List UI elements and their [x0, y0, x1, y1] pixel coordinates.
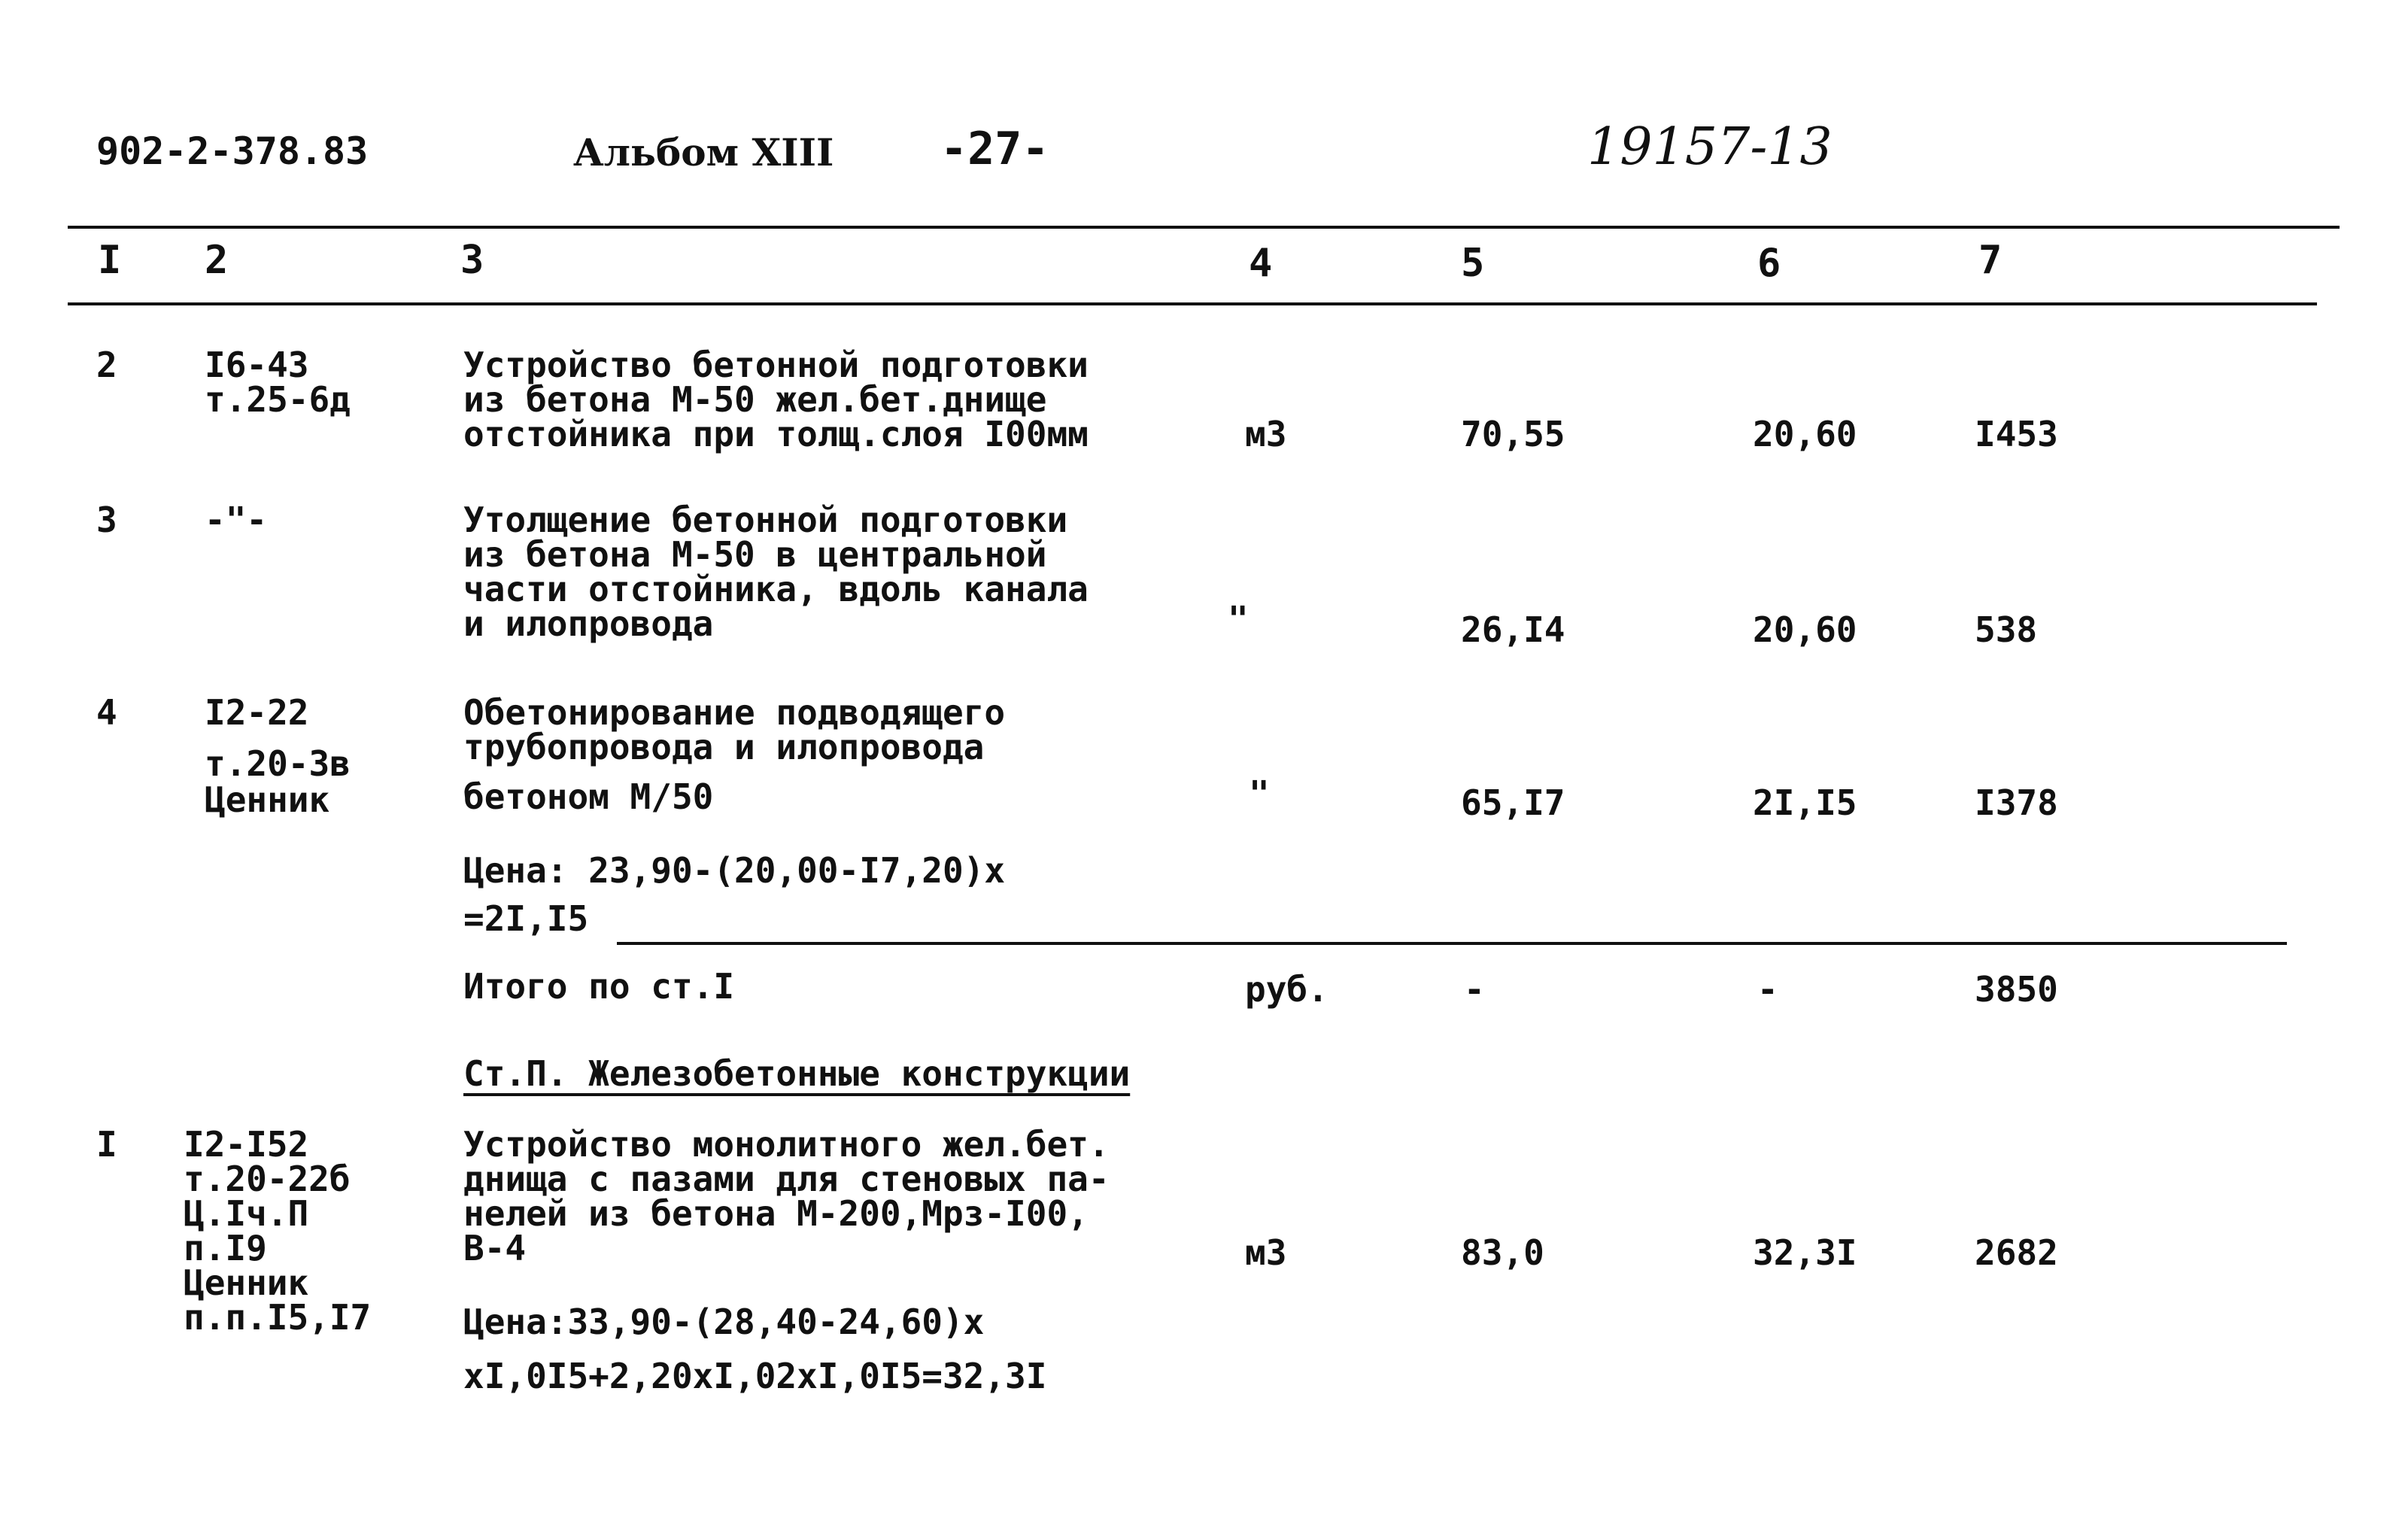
description-line: трубопровода и илопровода — [463, 727, 985, 767]
total-cell: I453 — [1975, 414, 2058, 454]
unit-price-cell: 20,60 — [1753, 609, 1857, 650]
description-line: нелей из бетона М-200,Мрз-I00, — [463, 1193, 1089, 1234]
price-calculation-line: =2I,I5 — [463, 898, 589, 939]
quantity-cell: 83,0 — [1461, 1232, 1544, 1273]
row-number: 2 — [96, 345, 117, 385]
description-line: днища с пазами для стеновых па- — [463, 1159, 1110, 1199]
subtotal-total: 3850 — [1975, 969, 2058, 1010]
column-header-1: I — [98, 238, 122, 283]
rate-code-line: т.20-3в — [205, 743, 351, 784]
unit-cell: м3 — [1245, 414, 1287, 454]
unit-cell: м3 — [1245, 1232, 1287, 1273]
row-number: 4 — [96, 692, 117, 733]
description-line: из бетона М-50 жел.бет.днище — [463, 379, 1047, 420]
subtotal-label: Итого по ст.I — [463, 966, 735, 1007]
column-header-7: 7 — [1978, 238, 2003, 283]
rate-code-line: I2-I52 — [184, 1124, 309, 1165]
description-line: отстойника при толщ.слоя I00мм — [463, 414, 1089, 454]
rate-code-line: I6-43 — [205, 345, 309, 385]
section-title: Ст.П. Железобетонные конструкции — [463, 1053, 1131, 1094]
document-code: 902-2-378.83 — [96, 129, 369, 173]
quantity-cell: 65,I7 — [1461, 782, 1565, 823]
header-top-rule — [68, 226, 2340, 229]
subtotal-unit: руб. — [1245, 969, 1328, 1010]
description-line: бетоном М/50 — [463, 776, 714, 817]
description-line: части отстойника, вдоль канала — [463, 569, 1089, 609]
unit-price-cell: 20,60 — [1753, 414, 1857, 454]
unit-cell: " — [1228, 599, 1249, 639]
description-line: Утолщение бетонной подготовки — [463, 500, 1068, 540]
album-label: Альбом XIII — [573, 130, 834, 175]
column-header-2: 2 — [205, 238, 229, 283]
subtotal-price: - — [1757, 969, 1778, 1010]
description-line: В-4 — [463, 1228, 527, 1268]
quantity-cell: 70,55 — [1461, 414, 1565, 454]
header-bottom-rule — [68, 302, 2317, 305]
unit-price-cell: 2I,I5 — [1753, 782, 1857, 823]
rate-code-line: п.п.I5,I7 — [184, 1297, 372, 1338]
description-line: Устройство бетонной подготовки — [463, 345, 1089, 385]
rate-code-line: Ценник — [205, 779, 330, 820]
price-calculation-line: xI,0I5+2,20xI,02xI,0I5=32,3I — [463, 1356, 1047, 1396]
handwritten-code: 19157-13 — [1587, 117, 1833, 177]
rate-code-line: т.20-22б — [184, 1159, 351, 1199]
price-calculation-line: Цена:33,90-(28,40-24,60)x — [463, 1302, 985, 1342]
row-number: I — [96, 1124, 117, 1165]
column-header-4: 4 — [1249, 241, 1273, 286]
subtotal-quantity: - — [1464, 969, 1485, 1010]
total-cell: 538 — [1975, 609, 2038, 650]
price-calculation-line: Цена: 23,90-(20,00-I7,20)x — [463, 850, 1006, 891]
column-header-6: 6 — [1757, 241, 1781, 286]
unit-cell: " — [1249, 773, 1270, 814]
quantity-cell: 26,I4 — [1461, 609, 1565, 650]
column-header-5: 5 — [1461, 241, 1485, 286]
total-cell: 2682 — [1975, 1232, 2058, 1273]
description-line: Устройство монолитного жел.бет. — [463, 1124, 1110, 1165]
description-line: из бетона М-50 в центральной — [463, 534, 1047, 575]
subtotal-rule — [617, 942, 2287, 945]
rate-code-line: Ценник — [184, 1262, 309, 1303]
rate-code-line: I2-22 — [205, 692, 309, 733]
total-cell: I378 — [1975, 782, 2058, 823]
description-line: и илопровода — [463, 603, 714, 644]
row-number: 3 — [96, 500, 117, 540]
description-line: Обетонирование подводящего — [463, 692, 1006, 733]
page-number: -27- — [940, 123, 1049, 175]
rate-code-line: -"- — [205, 500, 268, 540]
rate-code-line: п.I9 — [184, 1228, 267, 1268]
rate-code-line: т.25-6д — [205, 379, 351, 420]
column-header-3: 3 — [460, 238, 484, 283]
rate-code-line: Ц.Iч.П — [184, 1193, 309, 1234]
unit-price-cell: 32,3I — [1753, 1232, 1857, 1273]
